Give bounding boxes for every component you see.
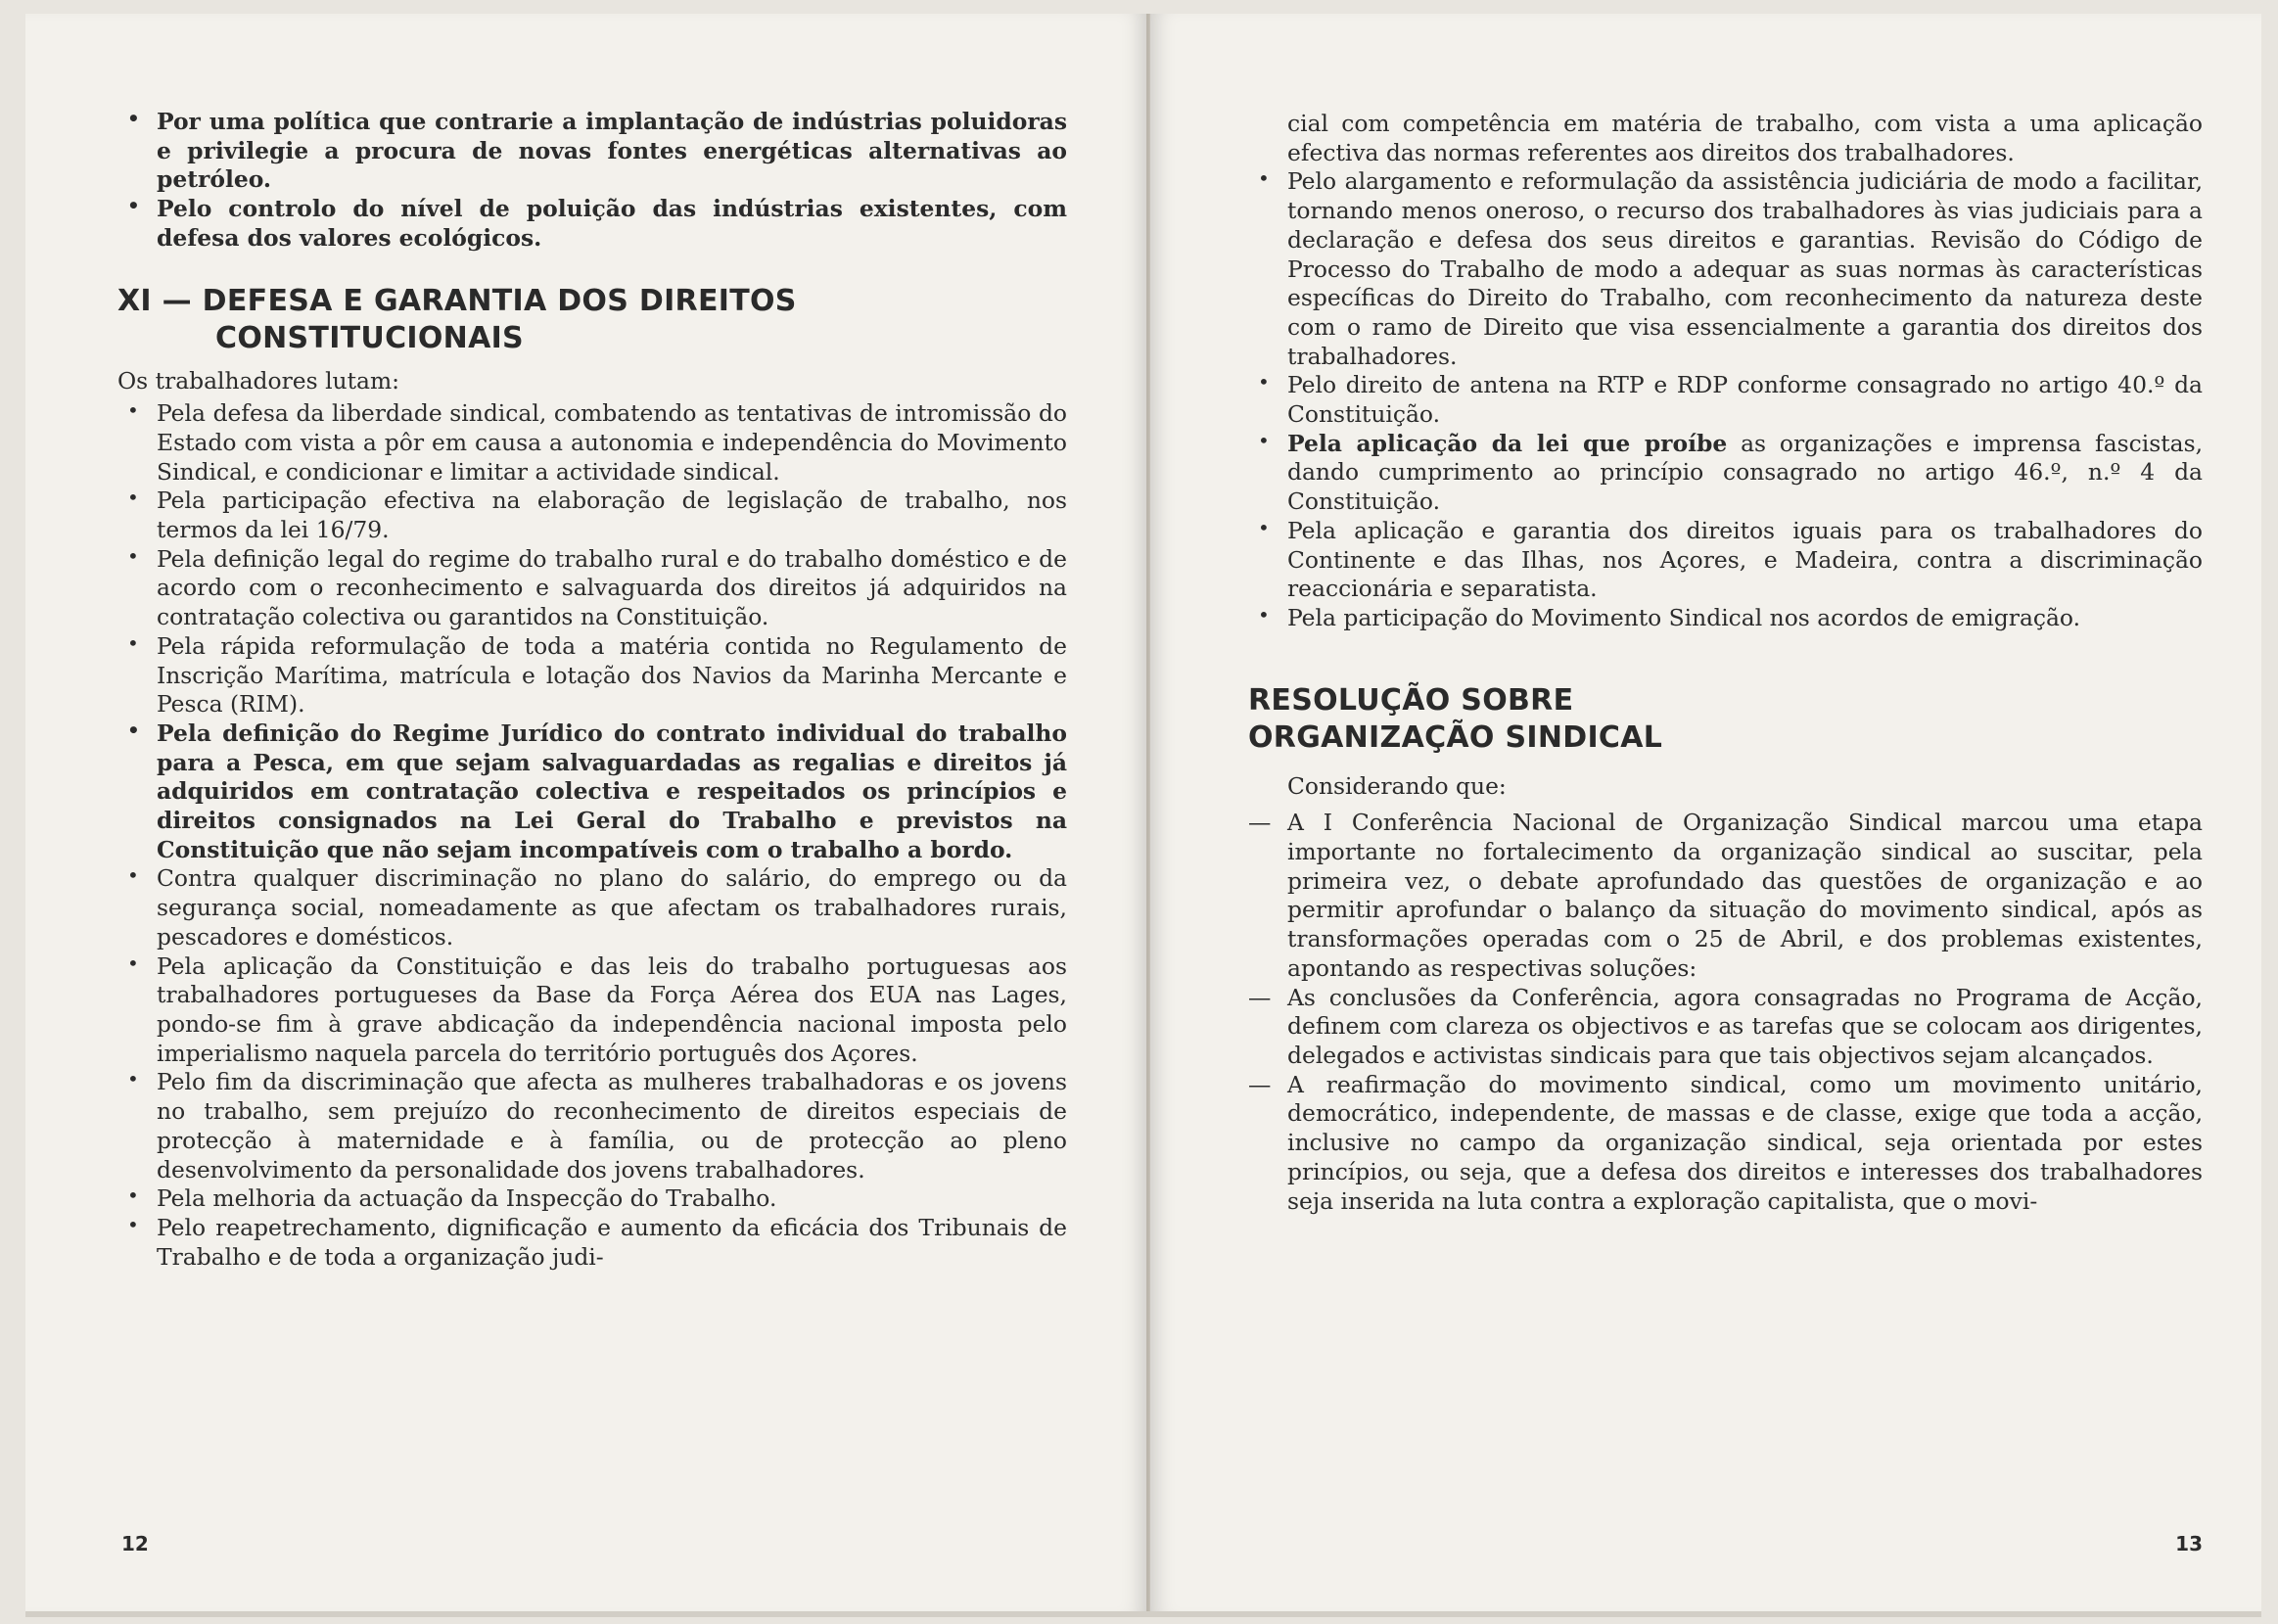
bullet-icon: • bbox=[127, 1067, 139, 1091]
page-number: 13 bbox=[2175, 1532, 2203, 1555]
bullet-icon: • bbox=[127, 398, 139, 423]
dash-icon: — bbox=[1248, 809, 1272, 837]
bullet-text: Pelo direito de antena na RTP e RDP conforme consagrado no artigo 40.º da Constituição. bbox=[1287, 371, 2203, 429]
bullet-item bbox=[117, 108, 1067, 195]
dash-text: As conclusões da Conferência, agora consagradas no Programa de Acção, definem com clareza os objectivos e as tarefas que se colocam aos dirigentes, delegados e activistas sindicais para que tais objectivos sejam alcançados. bbox=[1287, 983, 2203, 1069]
left-page bbox=[25, 14, 1146, 1614]
bullet-icon: • bbox=[127, 1183, 139, 1208]
bullet-text: Pela aplicação da Constituição e das leis do trabalho portuguesas aos trabalhadores portugueses da Base da Força Aérea dos EUA nas Lages, pondo-se fim à grave abdicação da independência nacional imposta pelo imperialismo naquela parcela do território português dos Açores. bbox=[157, 951, 1067, 1067]
bullet-text: Pela definição legal do regime do trabalho rural e do trabalho doméstico e de acordo com o reconhecimento e salvaguarda dos direitos já adquiridos na contratação colectiva ou garantidos na Constituição. bbox=[157, 544, 1067, 631]
bullet-item bbox=[1248, 430, 2203, 517]
bullet-item bbox=[1248, 167, 2203, 371]
bullet-icon: • bbox=[1258, 166, 1270, 191]
dash-text: A I Conferência Nacional de Organização Sindical marcou uma etapa importante no fortalecimento da organização sindical ao suscitar, pela primeira vez, o debate aprofundado das questões de organização e ao permitir aprofundar o balanço da situação do movimento sindical, após as transformações operadas com o 25 de Abril, e dos problemas existentes, apontando as respectivas soluções: bbox=[1287, 809, 2203, 982]
bullet-icon: • bbox=[127, 718, 140, 742]
bullet-icon: • bbox=[127, 630, 139, 655]
bullet-text: Pela definição do Regime Jurídico do contrato individual do trabalho para a Pesca, em que sejam salvaguardadas as regalias e direitos já adquiridos em contratação colectiva e respeitados os princípios e direitos consignados na Lei Geral do Trabalho e previstos na Constituição que não sejam incompatíveis com o trabalho a bordo. bbox=[157, 719, 1067, 863]
bullet-text: Por uma política que contrarie a implantação de indústrias poluidoras e privilegie a procura de novas fontes energéticas alternativas ao petróleo. bbox=[157, 108, 1067, 194]
bullet-item bbox=[117, 487, 1067, 544]
bullet-text: Pela aplicação e garantia dos direitos iguais para os trabalhadores do Continente e das Ilhas, nos Açores, e Madeira, contra a discriminação reaccionária e separatista. bbox=[1287, 516, 2203, 603]
bullet-item bbox=[117, 1184, 1067, 1214]
bullet-icon: • bbox=[127, 194, 140, 218]
bullet-item bbox=[117, 195, 1067, 253]
continuation-text: cial com competência em matéria de trabalho, com vista a uma aplicação efectiva das normas referentes aos direitos dos trabalhadores. bbox=[1287, 110, 2203, 166]
bullet-lead-text: Pela aplicação da lei que proíbe bbox=[1287, 429, 1728, 457]
bullet-text: Pela defesa da liberdade sindical, combatendo as tentativas de intromissão do Estado com vista a pôr em causa a autonomia e independência do Movimento Sindical, e condicionar e limitar a actividade sindical. bbox=[157, 399, 1067, 486]
dash-item bbox=[1248, 984, 2203, 1071]
bullet-text: Contra qualquer discriminação no plano do salário, do emprego ou da segurança social, nomeadamente as que afectam os trabalhadores rurais, pescadores e domésticos. bbox=[157, 864, 1067, 951]
left-text-column bbox=[117, 108, 1067, 1272]
bullet-text: Pelo controlo do nível de poluição das indústrias existentes, com defesa dos valores ecológicos. bbox=[157, 195, 1067, 252]
dash-list bbox=[1248, 809, 2203, 1216]
bullet-icon: • bbox=[1258, 602, 1270, 626]
bullet-item bbox=[117, 1068, 1067, 1184]
bullet-item bbox=[117, 719, 1067, 865]
right-page bbox=[1150, 14, 2261, 1614]
page-number: 12 bbox=[121, 1532, 149, 1555]
bullet-item bbox=[1248, 604, 2203, 633]
bullet-icon: • bbox=[1258, 515, 1270, 539]
bullet-text: Pela rápida reformulação de toda a matéria contida no Regulamento de Inscrição Marítima, matrícula e lotação dos Navios da Marinha Mercante e Pesca (RIM). bbox=[157, 631, 1067, 719]
heading-line-2: ORGANIZAÇÃO SINDICAL bbox=[1248, 719, 1663, 755]
bullet-item bbox=[1248, 371, 2203, 429]
bullet-text: Pela participação efectiva na elaboração de legislação de trabalho, nos termos da lei 16/79. bbox=[157, 487, 1067, 544]
bullet-icon: • bbox=[127, 486, 139, 510]
right-text-column bbox=[1248, 110, 2203, 1216]
bullet-icon: • bbox=[1258, 428, 1270, 452]
bullet-item bbox=[1248, 517, 2203, 604]
bullet-text: Pela participação do Movimento Sindical nos acordos de emigração. bbox=[1287, 603, 2081, 631]
bullet-icon: • bbox=[127, 1212, 139, 1236]
dash-icon: — bbox=[1248, 983, 1272, 1011]
bullet-text: Pela melhoria da actuação da Inspecção do Trabalho. bbox=[157, 1184, 777, 1213]
bullet-icon: • bbox=[127, 107, 140, 130]
bullet-text: Pelo alargamento e reformulação da assistência judiciária de modo a facilitar, tornando menos oneroso, o recurso dos trabalhadores às vias judiciais para a declaração e defesa dos seus direitos e garantias. Revisão do Código de Processo do Trabalho de modo a adequar as suas normas às características específicas do Direito do Trabalho, com reconhecimento da natureza deste com o ramo de Direito que visa essencialmente a garantia dos direitos dos trabalhadores. bbox=[1287, 167, 2203, 370]
considerando-text: Considerando que: bbox=[1287, 771, 1507, 800]
right-bullet-list bbox=[1248, 167, 2203, 632]
dash-icon: — bbox=[1248, 1070, 1272, 1098]
bullet-item bbox=[117, 952, 1067, 1069]
bullet-icon: • bbox=[127, 543, 139, 568]
page-edge bbox=[25, 1611, 2261, 1617]
bullet-item bbox=[117, 1214, 1067, 1272]
bullet-item bbox=[117, 864, 1067, 951]
section-heading-resolucao bbox=[1248, 682, 2203, 757]
bullet-text: Pelo reapetrechamento, dignificação e aumento da eficácia dos Tribunais de Trabalho e de toda a organização judi- bbox=[157, 1213, 1067, 1271]
dash-text: A reafirmação do movimento sindical, como um movimento unitário, democrático, independente, de massas e de classe, exige que toda a acção, inclusive no campo da organização sindical, seja orientada por estes princípios, ou seja, que a defesa dos direitos e interesses dos trabalhadores seja inserida na luta contra a exploração capitalista, que o movi- bbox=[1287, 1070, 2203, 1215]
intro-text: Os trabalhadores lutam: bbox=[117, 366, 400, 394]
heading-line-1: XI — DEFESA E GARANTIA DOS DIREITOS bbox=[117, 283, 797, 318]
bullet-icon: • bbox=[127, 951, 139, 975]
bullet-icon: • bbox=[1258, 370, 1270, 394]
section-heading-xi bbox=[117, 283, 1067, 357]
dash-item bbox=[1248, 1071, 2203, 1217]
bullet-item bbox=[117, 632, 1067, 719]
dash-item bbox=[1248, 809, 2203, 983]
bullet-icon: • bbox=[127, 863, 139, 888]
bullet-text: Pelo fim da discriminação que afecta as mulheres trabalhadoras e os jovens no trabalho, sem prejuízo do reconhecimento de direitos especiais de protecção à maternidade e à família, ou de protecção ao pleno desenvolvimento da personalidade dos jovens trabalhadores. bbox=[157, 1068, 1067, 1183]
left-bullet-list bbox=[117, 399, 1067, 1272]
bullet-text: as organizações e imprensa fascistas, dando cumprimento ao princípio consagrado no artigo 46.º, n.º 4 da Constituição. bbox=[1287, 429, 2204, 516]
bullet-item bbox=[117, 545, 1067, 632]
heading-line-2: CONSTITUCIONAIS bbox=[215, 320, 524, 355]
heading-line-1: RESOLUÇÃO SOBRE bbox=[1248, 682, 1574, 718]
bullet-item bbox=[117, 399, 1067, 487]
